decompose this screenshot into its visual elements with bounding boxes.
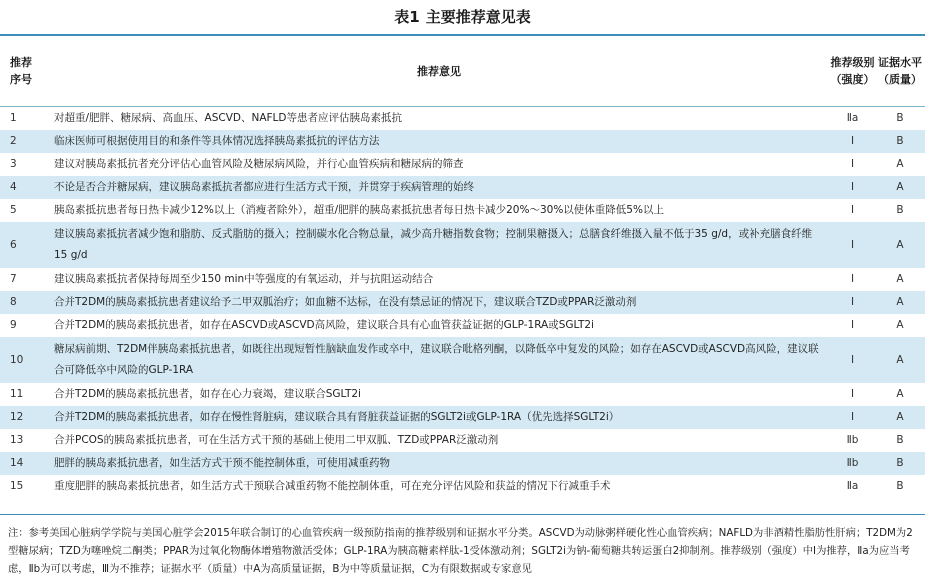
row-strength: Ⅰ	[850, 204, 855, 216]
row-strength: Ⅱa	[846, 480, 859, 492]
header-no-line1: 推荐	[10, 56, 32, 69]
row-evidence: A	[896, 319, 904, 331]
row-evidence: B	[875, 130, 925, 153]
table-row	[0, 314, 925, 337]
row-number: 13	[10, 434, 24, 446]
row-strength: Ⅰ	[850, 158, 855, 170]
table-row	[0, 452, 925, 475]
row-number: 9	[10, 319, 17, 331]
row-strength: Ⅱa	[846, 112, 859, 124]
row-number: 4	[0, 176, 48, 199]
row-recommendation: 合并T2DM的胰岛素抵抗患者，如存在心力衰竭，建议联合SGLT2i	[54, 388, 361, 400]
row-evidence: A	[875, 291, 925, 314]
row-number: 5	[10, 204, 17, 216]
row-recommendation: 胰岛素抵抗患者每日热卡减少12%以上（消瘦者除外），超重/肥胖的胰岛素抵抗患者每日热卡减少20%～30%以使体重降低5%以上	[54, 204, 664, 216]
row-strength: Ⅰ	[830, 337, 875, 383]
table-row	[0, 199, 925, 222]
row-recommendation: 临床医师可根据使用目的和条件等具体情况选择胰岛素抵抗的评估方法	[48, 130, 830, 153]
header-no	[0, 36, 48, 107]
header-no-line2: 序号	[10, 73, 32, 86]
row-recommendation: 对超重/肥胖、糖尿病、高血压、ASCVD、NAFLD等患者应评估胰岛素抵抗	[54, 112, 402, 124]
table-bottom-rule	[0, 514, 925, 515]
row-evidence: B	[875, 452, 925, 475]
table-row	[0, 406, 925, 429]
table-row	[0, 107, 925, 131]
row-recommendation: 合并T2DM的胰岛素抵抗患者建议给予二甲双胍治疗；如血糖不达标，在没有禁忌证的情况下，建议联合TZD或PPAR泛激动剂	[48, 291, 830, 314]
row-strength: Ⅰ	[830, 130, 875, 153]
row-evidence: A	[875, 222, 925, 268]
table-row	[0, 130, 925, 153]
row-number: 7	[10, 273, 17, 285]
header-evidence: 证据水平（质量）	[875, 36, 925, 107]
table-row	[0, 268, 925, 291]
row-recommendation: 重度肥胖的胰岛素抵抗患者，如生活方式干预联合减重药物不能控制体重，可在充分评估风险和获益的情况下行减重手术	[54, 480, 611, 492]
row-recommendation: 合并PCOS的胰岛素抵抗患者，可在生活方式干预的基础上使用二甲双胍、TZD或PPAR泛激动剂	[54, 434, 499, 446]
row-strength: Ⅱb	[846, 434, 859, 446]
row-number: 11	[10, 388, 24, 400]
row-strength: Ⅰ	[850, 273, 855, 285]
row-evidence: B	[896, 204, 904, 216]
row-number: 14	[0, 452, 48, 475]
row-evidence: A	[896, 158, 904, 170]
row-recommendation: 合并T2DM的胰岛素抵抗患者，如存在慢性肾脏病，建议联合具有肾脏获益证据的SGLT2i或GLP-1RA（优先选择SGLT2i）	[48, 406, 830, 429]
row-recommendation: 建议胰岛素抵抗者减少饱和脂肪、反式脂肪的摄入；控制碳水化合物总量，减少高升糖指数食物；控制果糖摄入；总膳食纤维摄入量不低于35 g/d，或补充膳食纤维15 g/d	[48, 222, 830, 268]
header-strength: 推荐级别（强度）	[830, 36, 875, 107]
row-strength: Ⅰ	[830, 291, 875, 314]
row-number: 2	[0, 130, 48, 153]
row-evidence: A	[875, 176, 925, 199]
row-strength: Ⅰ	[830, 176, 875, 199]
table-row	[0, 153, 925, 176]
row-evidence: B	[896, 434, 904, 446]
table-row	[0, 291, 925, 314]
row-recommendation: 肥胖的胰岛素抵抗患者，如生活方式干预不能控制体重，可使用减重药物	[48, 452, 830, 475]
row-evidence: B	[896, 480, 904, 492]
row-recommendation: 不论是否合并糖尿病，建议胰岛素抵抗者都应进行生活方式干预，并贯穿于疾病管理的始终	[48, 176, 830, 199]
table-row	[0, 176, 925, 199]
row-evidence: A	[875, 337, 925, 383]
row-evidence: A	[896, 273, 904, 285]
row-recommendation: 糖尿病前期、T2DM伴胰岛素抵抗患者，如既往出现短暂性脑缺血发作或卒中，建议联合吡格列酮，以降低卒中复发的风险；如存在ASCVD或ASCVD高风险，建议联合可降低卒中风险的GLP-1RA	[48, 337, 830, 383]
table-row	[0, 383, 925, 406]
table-row	[0, 475, 925, 498]
table-row	[0, 337, 925, 383]
row-recommendation: 建议胰岛素抵抗者保持每周至少150 min中等强度的有氧运动，并与抗阻运动结合	[54, 273, 434, 285]
row-number: 1	[10, 112, 17, 124]
row-number: 8	[0, 291, 48, 314]
row-strength: Ⅰ	[850, 319, 855, 331]
row-strength: Ⅱb	[830, 452, 875, 475]
row-recommendation: 合并T2DM的胰岛素抵抗患者，如存在ASCVD或ASCVD高风险，建议联合具有心血管获益证据的GLP-1RA或SGLT2i	[54, 319, 594, 331]
table-row	[0, 429, 925, 452]
table-number: 表1	[394, 8, 420, 26]
table-title	[0, 0, 925, 34]
row-number: 12	[0, 406, 48, 429]
row-evidence: B	[896, 112, 904, 124]
table-header-row	[0, 36, 925, 107]
row-recommendation: 建议对胰岛素抵抗者充分评估心血管风险及糖尿病风险，并行心血管疾病和糖尿病的筛查	[54, 158, 464, 170]
row-number: 10	[0, 337, 48, 383]
row-strength: Ⅰ	[850, 388, 855, 400]
header-recommendation: 推荐意见	[48, 36, 830, 107]
table-title-text: 主要推荐意见表	[425, 8, 531, 26]
row-strength: Ⅰ	[830, 222, 875, 268]
row-number: 3	[10, 158, 17, 170]
table-footnote: 注：参考美国心脏病学学院与美国心脏学会2015年联合制订的心血管疾病一级预防指南的推荐级别和证据水平分类。ASCVD为动脉粥样硬化性心血管疾病；NAFLD为非酒精性脂肪性肝病；T2DM为2型糖尿病；TZD为噻唑烷二酮类；PPAR为过氧化物酶体增殖物激活受体；GLP-1RA为胰高糖素样肽-1受体激动剂；SGLT2i为钠-葡萄糖共转运蛋白2抑制剂。推荐级别（强度）中Ⅰ为推荐，Ⅱa为应当考虑，Ⅱb为可以考虑，Ⅲ为不推荐；证据水平（质量）中A为高质量证据，B为中等质量证据，C为有限数据或专家意见	[8, 527, 913, 575]
row-strength: Ⅰ	[830, 406, 875, 429]
row-number: 6	[0, 222, 48, 268]
recommendation-table	[0, 36, 925, 498]
row-evidence: A	[896, 388, 904, 400]
row-number: 15	[10, 480, 24, 492]
row-evidence: A	[875, 406, 925, 429]
table-row	[0, 222, 925, 268]
